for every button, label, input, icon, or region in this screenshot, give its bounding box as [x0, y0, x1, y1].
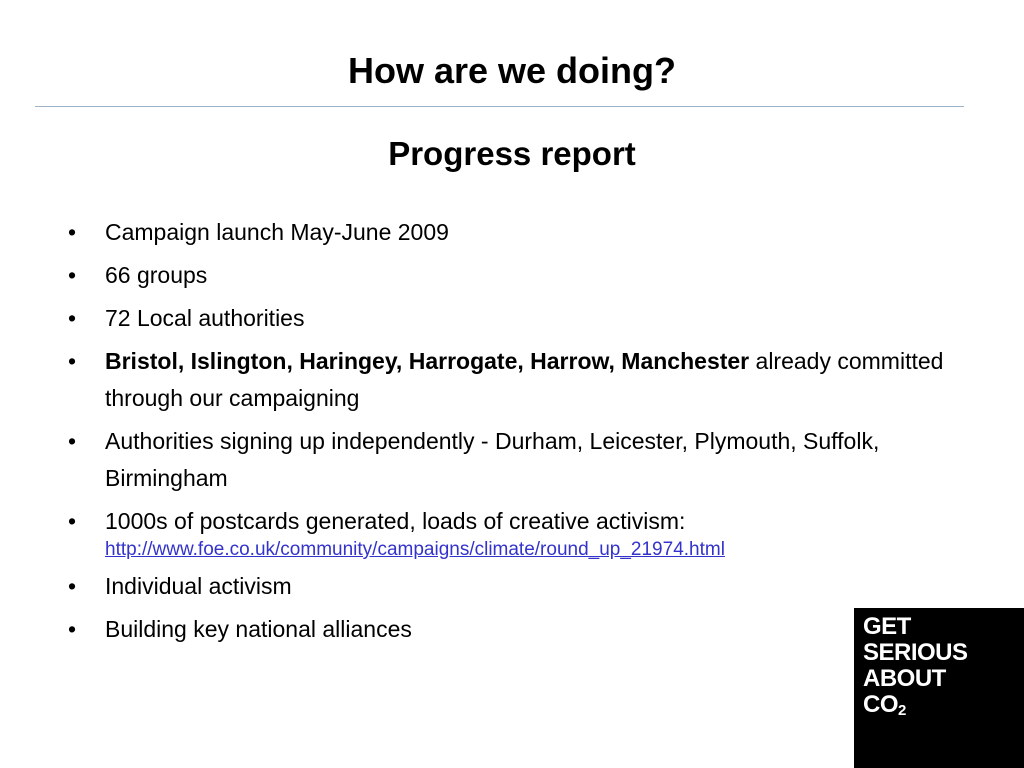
bullet-dot-icon: •: [68, 305, 77, 331]
logo-line: GET: [863, 613, 911, 640]
logo-co: CO: [863, 691, 898, 718]
logo-line: ABOUT: [863, 665, 946, 692]
slide-title: How are we doing?: [347, 50, 677, 91]
bullet-list: [66, 214, 946, 654]
bullet-dot-icon: •: [68, 508, 77, 534]
bullet-dot-icon: •: [68, 616, 77, 642]
logo-line-co2: [863, 692, 1024, 721]
bullet-dot-icon: •: [68, 573, 77, 599]
bullet-text: Authorities signing up independently - Durham, Leicester, Plymouth, Suffolk, Birmingham: [105, 428, 880, 491]
bullet-dot-icon: •: [68, 262, 77, 288]
bullet-dot-icon: •: [68, 219, 77, 245]
bullet-item: [66, 568, 946, 605]
campaign-roundup-link[interactable]: http://www.foe.co.uk/community/campaigns/climate/round_up_21974.html: [105, 539, 725, 560]
bullet-dot-icon: •: [68, 428, 77, 454]
bullet-item: [66, 343, 946, 417]
bullet-bold-text: Bristol, Islington, Haringey, Harrogate, Harrow, Manchester: [105, 348, 750, 374]
bullet-text: Building key national alliances: [105, 616, 412, 642]
bullet-text: 66 groups: [105, 262, 208, 288]
get-serious-about-co2-logo: [854, 608, 1024, 768]
logo-line: SERIOUS: [863, 639, 968, 666]
bullet-text: 1000s of postcards generated, loads of creative activism:: [105, 508, 686, 534]
bullet-text: Campaign launch May-June 2009: [105, 219, 449, 245]
slide-subtitle: Progress report: [388, 135, 636, 172]
bullet-item: [66, 300, 946, 337]
title-divider: [35, 106, 964, 107]
bullet-item: [66, 611, 946, 648]
bullet-text: Individual activism: [105, 573, 292, 599]
bullet-item: [66, 257, 946, 294]
bullet-item: [66, 214, 946, 251]
logo-subscript: 2: [898, 702, 906, 719]
bullet-text: 72 Local authorities: [105, 305, 305, 331]
bullet-text: already committed through our campaigning: [105, 348, 944, 411]
bullet-dot-icon: •: [68, 348, 77, 374]
bullet-item: [66, 423, 946, 497]
bullet-item: [66, 503, 946, 562]
